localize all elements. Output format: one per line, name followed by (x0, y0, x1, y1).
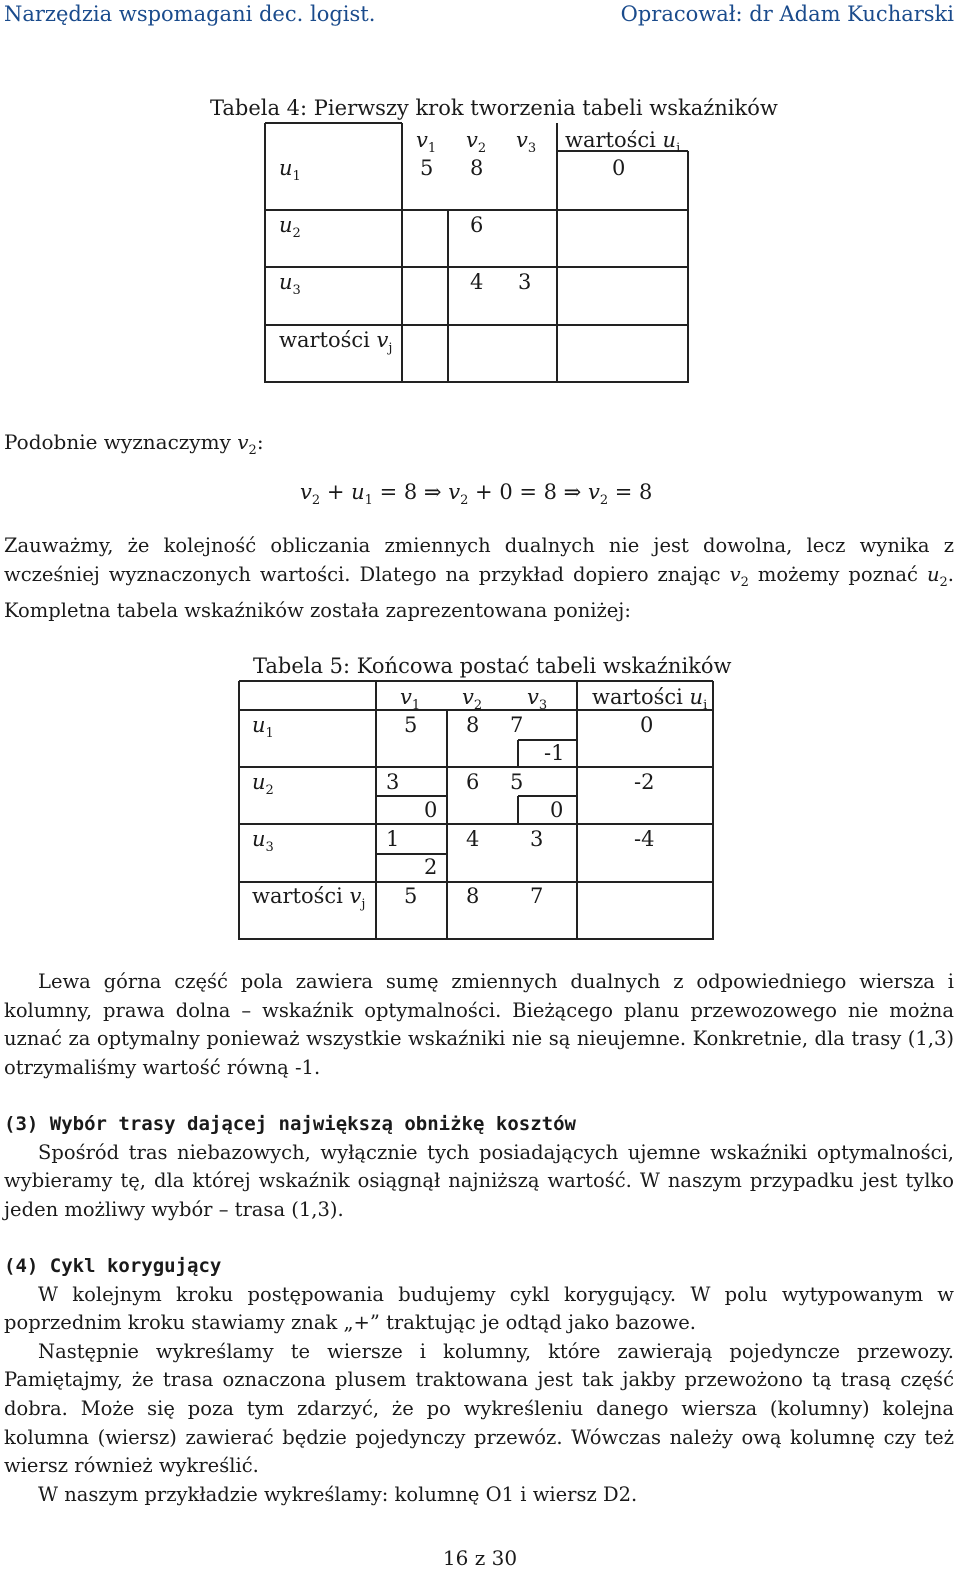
intro-text: Podobnie wyznaczymy $v_2$: (4, 430, 264, 458)
section-3 (4, 1110, 954, 1224)
table5-row-u1: $u_1$ (252, 713, 274, 742)
table5-header-v3: $v_3$ (527, 685, 548, 714)
table5-header-v2: $v_2$ (462, 685, 483, 714)
table5-caption: Tabela 5: Końcowa postać tabeli wskaźników (253, 654, 732, 678)
table5-cell-v: 5 (404, 884, 418, 908)
section-4-p1: W kolejnym kroku postępowania budujemy cykl korygujący. W polu wytypowanym w poprzednim kroku stawiamy znak „+” traktując je odtąd jako bazowe. (4, 1282, 954, 1335)
section-4-p3: W naszym przykładzie wykreślamy: kolumnę O1 i wiersz D2. (38, 1482, 638, 1506)
table5-cell-sum: 5 (510, 770, 524, 794)
header-course-title: Narzędzia wspomagani dec. logist. (4, 2, 376, 26)
table5-cell-indicator: 2 (424, 855, 438, 879)
section-4-p2: Następnie wykreślamy te wiersze i kolumny, które zawierają pojedyncze przewozy. Pamiętajmy, że trasa oznaczona plusem traktowana jest tak jakby przewożono tą trasą część dobra. Może się poza tym zdarzyć, że po wykreśleniu danego wiersza (kolumny) kolejna kolumna (wiersz) zawierać będzie pojedynczy przewóz. Wówczas należy ową kolumnę czy też wiersz również wykreślić. (4, 1339, 954, 1478)
table4-cell: 4 (470, 270, 484, 294)
section-4 (4, 1252, 954, 1509)
table4-cell: 6 (470, 213, 484, 237)
table4-cell: 8 (470, 156, 484, 180)
table5-cell-u: -2 (634, 770, 655, 794)
table5-cell-sum: 1 (386, 827, 400, 851)
table5-cell-indicator: 0 (424, 798, 438, 822)
header-author: Opracował: dr Adam Kucharski (620, 2, 954, 26)
table5-cell-indicator: -1 (544, 741, 565, 765)
table5-cell-u: 0 (640, 713, 654, 737)
table5-row-vj: wartości $v_j$ (252, 884, 366, 913)
section-3-title: (3) Wybór trasy dającej największą obniżkę kosztów (4, 1113, 576, 1135)
table5-cell-v: 8 (466, 884, 480, 908)
paragraph-order: Zauważmy, że kolejność obliczania zmiennych dualnych nie jest dowolna, lecz wynika z wcześniej wyznaczonych wartości. Dlatego na przykład dopiero znając $v_2$ możemy poznać $u_2$. Kompletna tabela wskaźników została zaprezentowana poniżej: (4, 534, 954, 623)
table4-row-u1: $u_1$ (279, 156, 301, 185)
table5-header-v1: $v_1$ (400, 685, 421, 714)
table4-header-v2: $v_2$ (466, 128, 487, 157)
table5-row-u3: $u_3$ (252, 827, 274, 856)
table4-cell: 5 (420, 156, 434, 180)
dual-equation: $v_2 + u_1 = 8$ ⇒ $v_2 + 0 = 8$ ⇒ $v_2 = 8$ (300, 480, 653, 509)
table4-row-vj: wartości $v_j$ (279, 328, 393, 357)
section-4-title: (4) Cykl korygujący (4, 1255, 222, 1277)
section-3-body: Spośród tras niebazowych, wyłącznie tych posiadających ujemne wskaźniki optymalności, wybieramy tę, dla której wskaźnik osiągnął najniższą wartość. W naszym przypadku jest tylko jeden możliwy wybór – trasa (1,3). (4, 1140, 954, 1221)
table5-cell-sum: 6 (466, 770, 480, 794)
table5-cell-v: 7 (530, 884, 544, 908)
table5-cell-sum: 4 (466, 827, 480, 851)
table5-header-ui: wartości $u_i$ (592, 685, 708, 714)
table5-cell-sum: 7 (510, 713, 524, 737)
table5-cell-sum: 3 (530, 827, 544, 851)
table5-cell-sum: 3 (386, 770, 400, 794)
table4-row-u3: $u_3$ (279, 270, 301, 299)
table5-cell-sum: 5 (404, 713, 418, 737)
table4-header-v1: $v_1$ (416, 128, 437, 157)
table4-header-ui: wartości $u_i$ (565, 128, 681, 157)
paragraph-explanation (4, 968, 954, 1082)
table5-row-u2: $u_2$ (252, 770, 274, 799)
table5-cell-sum: 8 (466, 713, 480, 737)
explanation-text: Lewa górna część pola zawiera sumę zmiennych dualnych z odpowiedniego wiersza i kolumny, prawa dolna – wskaźnik optymalności. Bieżącego planu przewozowego nie można uznać za optymalny ponieważ wszystkie wskaźniki nie są nieujemne. Konkretnie, dla trasy (1,3) otrzymaliśmy wartość równą -1. (4, 970, 954, 1079)
table4-cell: 0 (612, 156, 626, 180)
table4-cell: 3 (518, 270, 532, 294)
page-number: 16 z 30 (442, 1546, 518, 1570)
table5-cell-u: -4 (634, 827, 655, 851)
table4-header-v3: $v_3$ (516, 128, 537, 157)
table4-caption: Tabela 4: Pierwszy krok tworzenia tabeli wskaźników (210, 96, 778, 120)
table5-cell-indicator: 0 (550, 798, 564, 822)
table4-row-u2: $u_2$ (279, 213, 301, 242)
